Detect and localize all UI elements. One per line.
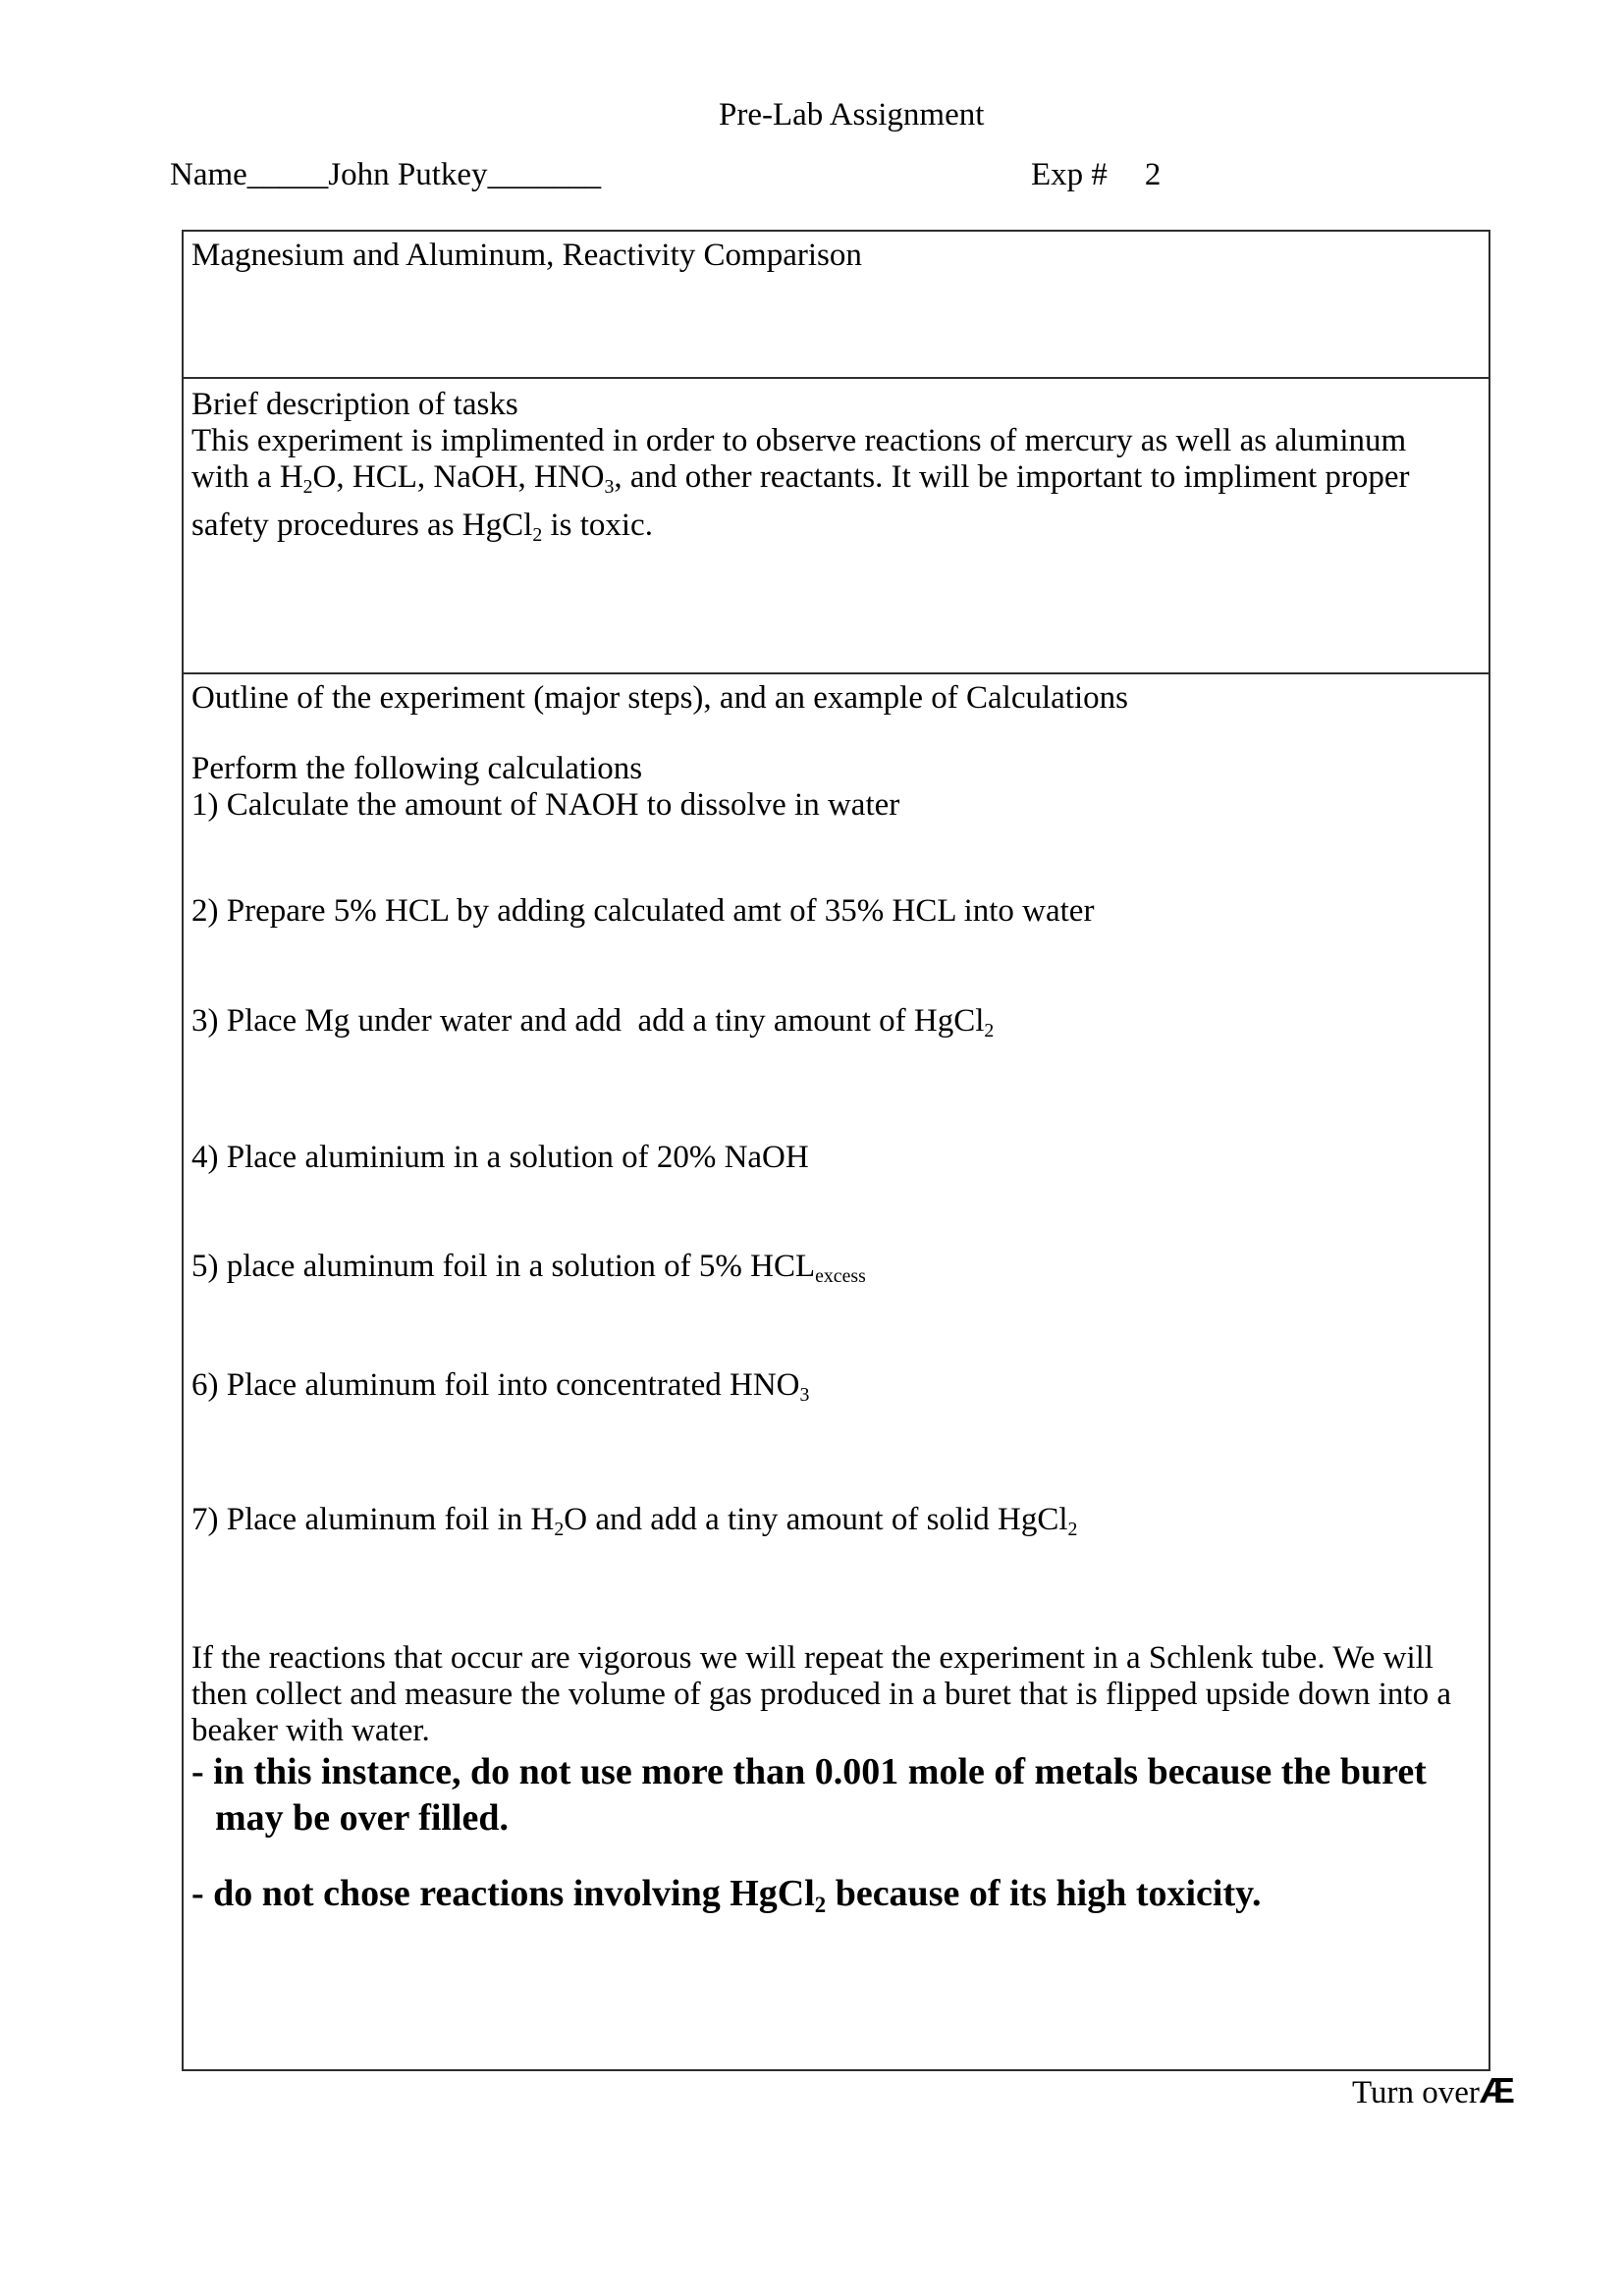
prelab-form-box: [182, 230, 1490, 2071]
exp-value: 2: [1144, 157, 1162, 192]
note-line: If the reactions that occur are vigorous we will repeat the experiment in a Schlenk tube. We will: [191, 1640, 1434, 1676]
subscript-text: 2: [302, 475, 313, 498]
subscript-text: 2: [1067, 1518, 1078, 1540]
outline-step: 2) Prepare 5% HCL by adding calculated amt of 35% HCL into water: [191, 893, 1095, 929]
outline-step: 5) place aluminum foil in a solution of 5% HCLexcess: [191, 1249, 866, 1287]
warning-line: may be over filled.: [215, 1797, 510, 1839]
section-experiment-title: [184, 232, 1489, 377]
description-line: This experiment is implimented in order to observe reactions of mercury as well as aluminum: [191, 423, 1407, 458]
outline-step: 7) Place aluminum foil in H2O and add a tiny amount of solid HgCl2: [191, 1502, 1078, 1540]
experiment-number-line: [1031, 157, 1161, 193]
page-title: Pre-Lab Assignment: [719, 97, 985, 133]
subscript-text: 3: [799, 1383, 810, 1406]
warning-line: - do not chose reactions involving HgCl2 because of its high toxicity.: [191, 1873, 1262, 1917]
outline-step: 6) Place aluminum foil into concentrated HNO3: [191, 1367, 810, 1406]
experiment-title: Magnesium and Aluminum, Reactivity Comparison: [191, 238, 862, 273]
outline-heading: Outline of the experiment (major steps), and an example of Calculations: [191, 680, 1128, 716]
outline-step: 1) Calculate the amount of NAOH to dissolve in water: [191, 787, 900, 823]
subscript-text: 2: [814, 1892, 827, 1917]
turn-over-label: Turn over: [1352, 2075, 1480, 2110]
note-line: then collect and measure the volume of gas produced in a buret that is flipped upside down into a: [191, 1677, 1451, 1712]
outline-step: 4) Place aluminium in a solution of 20% NaOH: [191, 1140, 809, 1175]
subscript-text: 2: [554, 1518, 565, 1540]
name-value: John Putkey: [328, 157, 488, 192]
turn-over-arrow-icon: Æ: [1479, 2070, 1515, 2110]
description-heading: Brief description of tasks: [191, 387, 518, 422]
section-outline: [184, 672, 1489, 2069]
outline-step: 3) Place Mg under water and add add a tiny amount of HgCl2: [191, 1003, 995, 1041]
name-underline-after: _______: [487, 157, 602, 192]
turn-over-note: [1352, 2071, 1515, 2112]
subscript-text: excess: [815, 1264, 866, 1287]
name-field-line: [170, 157, 601, 193]
name-label: Name: [170, 157, 247, 192]
description-line: with a H2O, HCL, NaOH, HNO3, and other reactants. It will be important to impliment proper: [191, 459, 1410, 498]
subscript-text: 2: [532, 523, 543, 546]
warning-line: - in this instance, do not use more than 0.001 mole of metals because the buret: [191, 1751, 1427, 1792]
subscript-text: 3: [604, 475, 615, 498]
description-line: safety procedures as HgCl2 is toxic.: [191, 507, 653, 546]
outline-intro: Perform the following calculations: [191, 751, 643, 786]
name-underline-before: _____: [246, 157, 329, 192]
exp-label: Exp #: [1031, 157, 1108, 192]
note-line: beaker with water.: [191, 1713, 430, 1748]
section-brief-description: [184, 377, 1489, 672]
subscript-text: 2: [984, 1019, 995, 1041]
